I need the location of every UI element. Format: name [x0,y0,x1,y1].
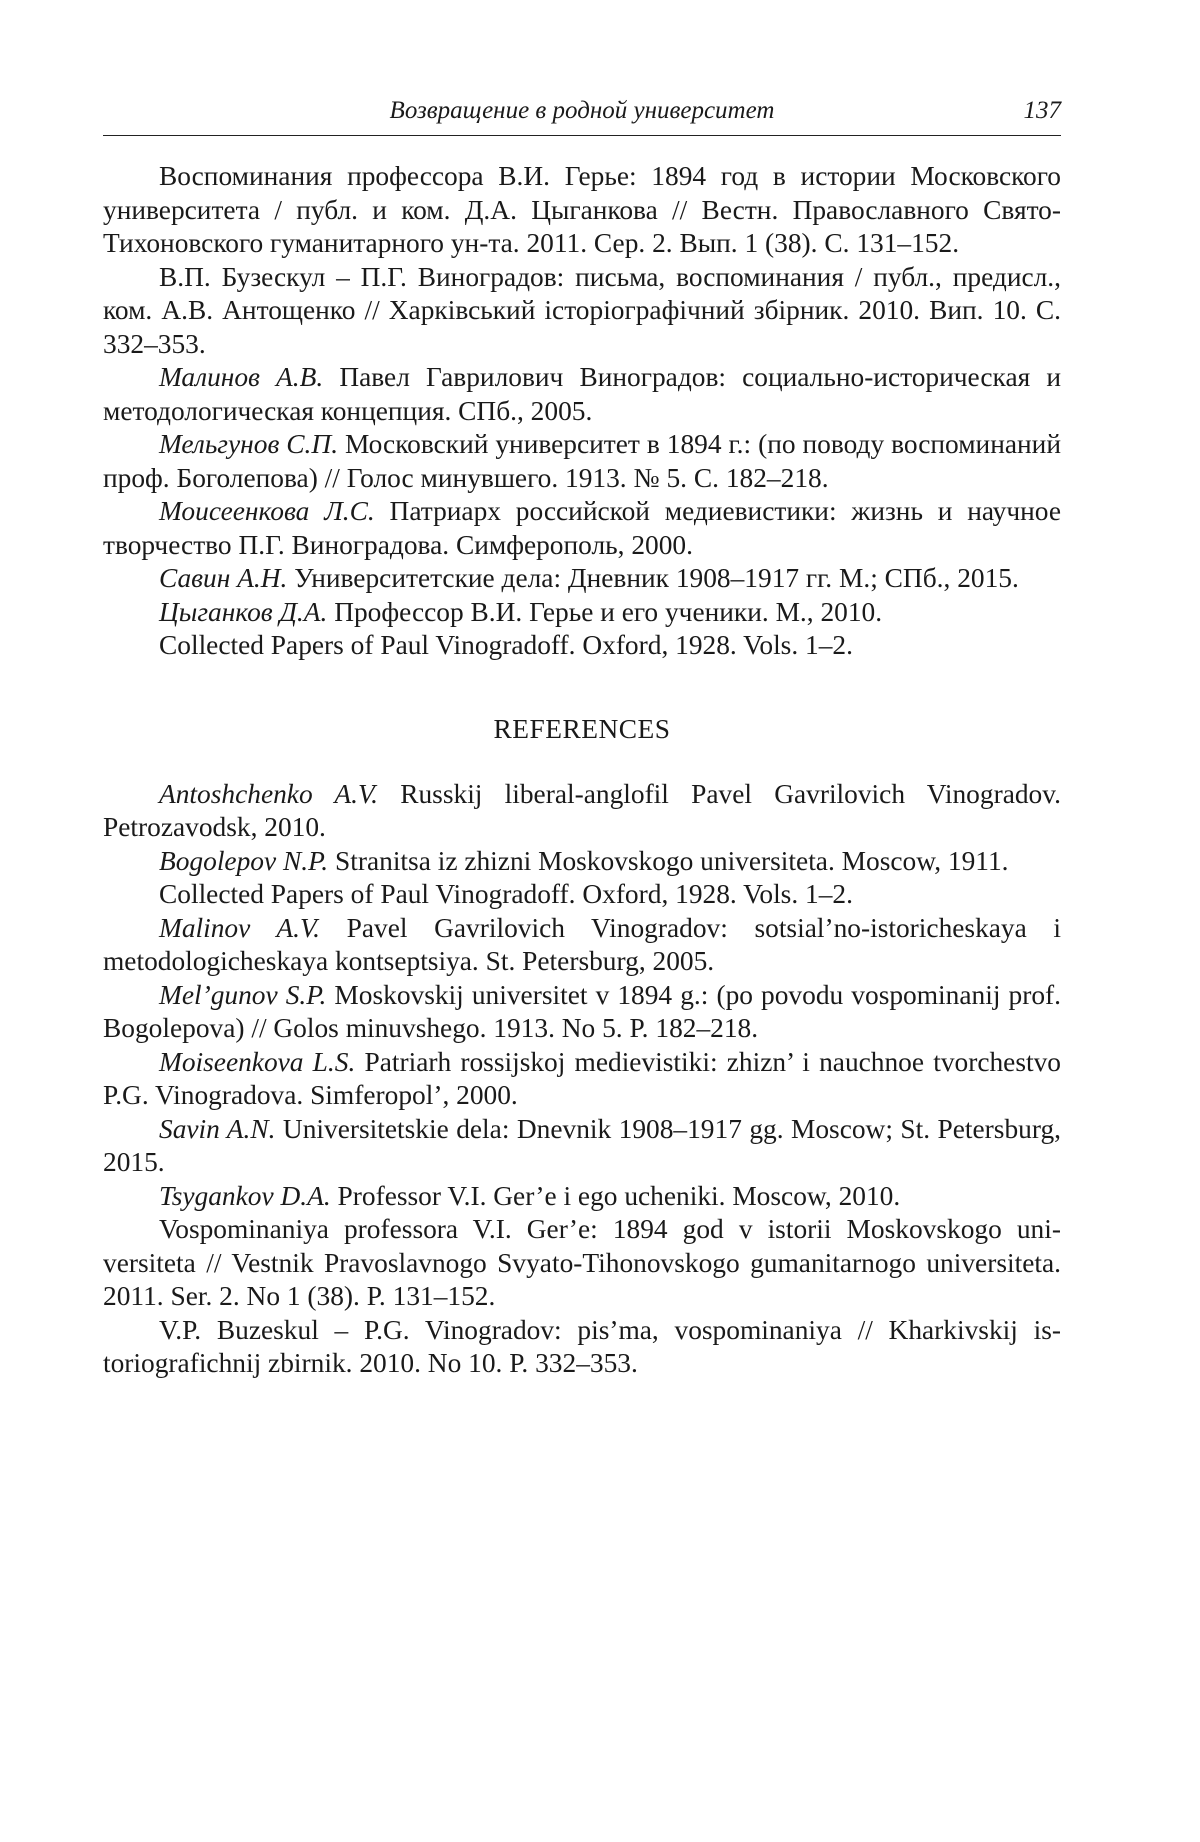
entry-author: Мельгунов С.П. [159,429,339,459]
reference-entry: Savin A.N. Universitetskie dela: Dnevnik 1908–1917 gg. Moscow; St. Petersburg, 2015. [103,1113,1062,1177]
bibliography-entry: Малинов А.В. Павел Гаврилович Виноградов: социально-историческая и методологическая концепция. СПб., 2005. [103,362,1061,426]
reference-entry: V.P. Buzeskul – P.G. Vinogradov: pis’ma, vospominaniya // Kharkivskij istoriografichnij zbirnik. 2010. No 10. P. 332–353. [103,1314,1061,1378]
reference-entry: Vospominaniya professora V.I. Ger’e: 1894 god v istorii Moskovskogo universiteta // Vestnik Pravoslavnogo Svyato-Tihonovskogo gumanitarnogo universiteta. 2011. Ser. 2. No 1 (38). P. 131–152. [103,1214,1061,1311]
entry-author: Mel’gunov S.P. [159,979,327,1010]
bibliography-entry: Савин А.Н. Университетские дела: Дневник 1908–1917 гг. М.; СПб., 2015. [159,563,1019,593]
bibliography-entry: Цыганков Д.А. Профессор В.И. Герье и его ученики. М., 2010. [159,596,883,627]
running-title: Возвращение в родной университет [389,97,775,124]
bibliography-entry: Воспоминания профессора В.И. Герье: 1894 год в истории Московского университета / публ. и ком. Д.А. Цыганкова // Вестн. Православного Свято-Тихоновского гуманитарного ун-та. 2011. Сер. 2. Вып. 1 (38). С. 131–152. [103,161,1061,258]
reference-entry: Collected Papers of Paul Vinogradoff. Oxford, 1928. Vols. 1–2. [159,879,853,909]
bibliography-entry: В.П. Бузескул – П.Г. Виноградов: письма, воспоминания / публ., предисл., ком. А.В. Антощенко // Харківський історіографічний збірник. 2010. Вип. 10. С. 332–353. [103,261,1061,359]
reference-entry: Moiseenkova L.S. Patriarh rossijskoj medievistiki: zhizn’ i nauchnoe tvorchestvo P.G. Vinogradova. Simferopol’, 2000. [103,1046,1061,1110]
bibliography-entry: Мельгунов С.П. Московский университет в 1894 г.: (по поводу воспоминаний проф. Боголепова) // Голос минувшего. 1913. № 5. С. 182–218. [103,429,1062,493]
entry-author: Malinov A.V. [159,912,321,943]
entry-author: Tsygankov D.A. [159,1180,331,1211]
russian-bibliography [103,160,1061,663]
entry-author: Bogolepov N.P. [159,845,329,876]
book-page [103,95,1061,1381]
reference-entry: Bogolepov N.P. Stranitsa iz zhizni Moskovskogo universiteta. Moscow, 1911. [159,845,1009,876]
reference-entry: Malinov A.V. Pavel Gavrilovich Vinogradov: sotsial’no-istoricheskaya i metodologicheskaya kontseptsiya. St. Petersburg, 2005. [103,912,1062,976]
entry-author: Moiseenkova L.S. [159,1046,356,1077]
entry-author: Малинов А.В. [159,362,324,392]
entry-author: Antoshchenko A.V. [159,778,378,809]
page-number: 137 [1023,97,1061,124]
references-list [103,778,1061,1381]
bibliography-entry: Collected Papers of Paul Vinogradoff. Oxford, 1928. Vols. 1–2. [159,630,853,660]
bibliography-entry: Моисеенкова Л.С. Патриарх российской медиевистики: жизнь и научное творчество П.Г. Виноградова. Симферополь, 2000. [103,496,1061,560]
reference-entry: Antoshchenko A.V. Russkij liberal-anglofil Pavel Gavrilovich Vinogradov. Petrozavodsk, 2010. [103,778,1061,842]
references-heading: REFERENCES [493,713,671,744]
reference-entry: Mel’gunov S.P. Moskovskij universitet v 1894 g.: (po povodu vospominanij prof. Bogolepova) // Golos minuvshego. 1913. No 5. P. 182–218. [103,979,1061,1043]
running-header [103,95,1061,136]
entry-author: Цыганков Д.А. [159,596,328,627]
entry-author: Savin A.N. [159,1113,276,1144]
entry-author: Моисеенкова Л.С. [159,496,375,526]
entry-author: Савин А.Н. [159,563,288,593]
reference-entry: Tsygankov D.A. Professor V.I. Ger’e i ego ucheniki. Moscow, 2010. [159,1180,901,1211]
